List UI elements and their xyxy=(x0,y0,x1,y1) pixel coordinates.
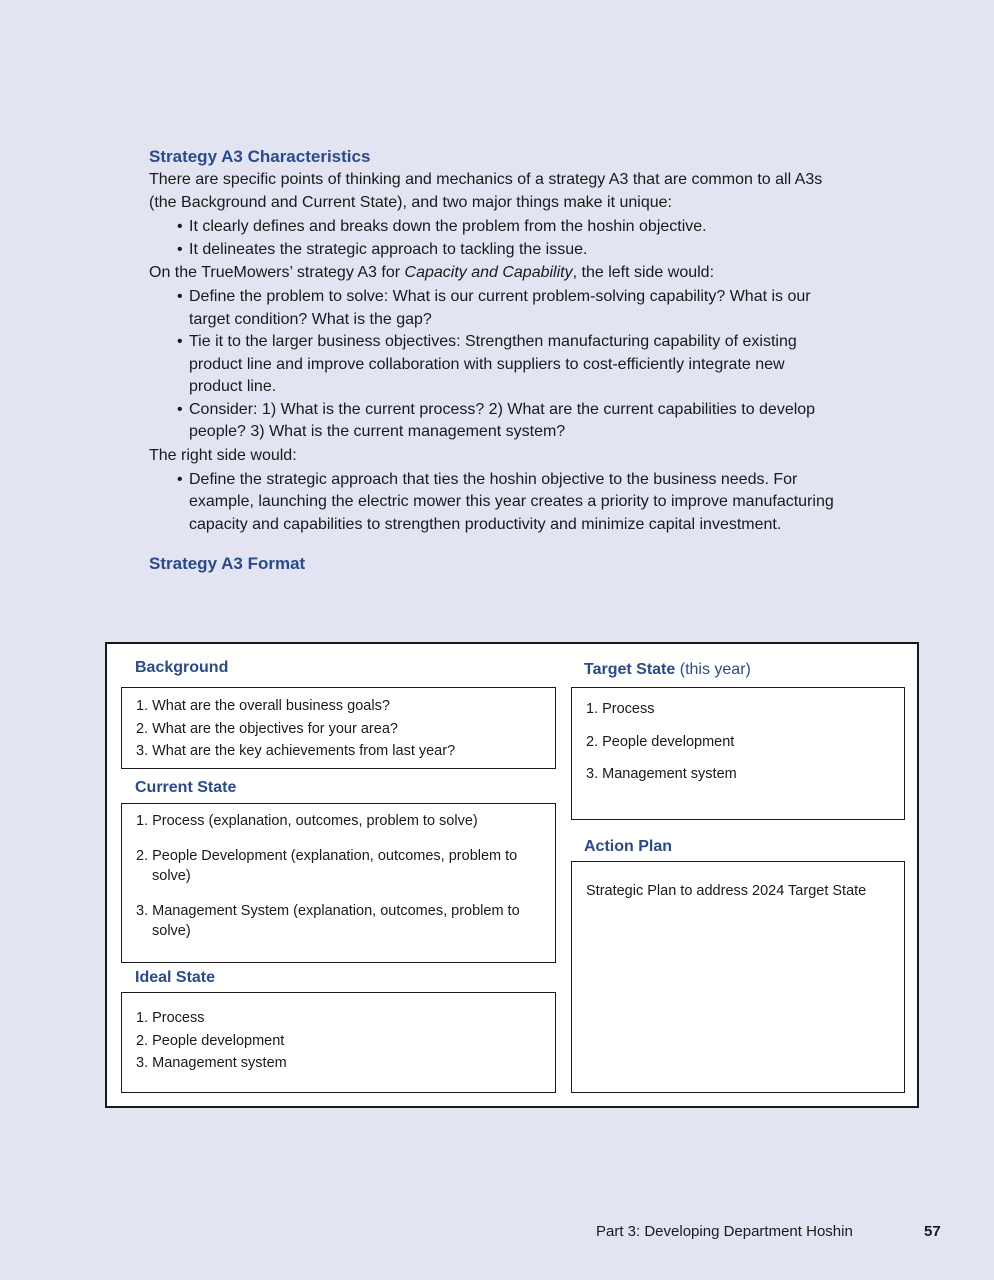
ideal-state-box xyxy=(121,992,556,1093)
a3-format-diagram xyxy=(105,642,919,1108)
list-item: 3. Management System (explanation, outcomes, problem to solve) xyxy=(136,903,520,939)
list-item: 1. Process xyxy=(586,701,655,717)
current-state-box xyxy=(121,803,556,963)
section-heading-characteristics: Strategy A3 Characteristics xyxy=(149,147,371,166)
target-state-title-suffix: (this year) xyxy=(679,661,751,678)
action-plan-text: Strategic Plan to address 2024 Target State xyxy=(586,883,867,899)
background-title: Background xyxy=(135,659,229,676)
right-side-bullets xyxy=(149,469,839,537)
left-intro-text: On the TrueMowers’ strategy A3 for xyxy=(149,264,405,281)
list-item: 1. What are the overall business goals? xyxy=(136,698,390,714)
action-plan-box xyxy=(571,861,905,1093)
current-state-title: Current State xyxy=(135,779,237,796)
section-heading-format: Strategy A3 Format xyxy=(149,554,306,573)
left-side-intro xyxy=(149,261,839,284)
unique-bullets xyxy=(149,216,839,261)
bullet-item: • It delineates the strategic approach to tackling the issue. xyxy=(175,239,839,262)
intro-paragraph: There are specific points of thinking and mechanics of a strategy A3 that are common to all A3s (the Background and Current State), and two major things make it unique: xyxy=(149,171,823,211)
main-content xyxy=(149,140,839,575)
target-state-box xyxy=(571,687,905,820)
list-item: 1. Process xyxy=(136,1010,205,1026)
left-side-bullets xyxy=(149,286,839,444)
bullet-item: • Define the strategic approach that ties the hoshin objective to the business needs. For example, launching the electric mower this year creates a priority to improve manufacturing capacity and capabilities to strengthen productivity and minimize capital investment. xyxy=(175,469,839,537)
action-plan-title: Action Plan xyxy=(584,838,673,855)
footer-part-title: Part 3: Developing Department Hoshin xyxy=(596,1223,853,1240)
bullet-item: • Tie it to the larger business objectives: Strengthen manufacturing capability of existing product line and improve collaboration with suppliers to cost-efficiently integrate new product line. xyxy=(175,331,839,399)
list-item: 3. Management system xyxy=(586,766,737,782)
target-state-title-text: Target State xyxy=(584,661,676,678)
list-item: 2. What are the objectives for your area? xyxy=(136,720,398,737)
page-number: 57 xyxy=(924,1223,941,1240)
background-box xyxy=(121,687,556,769)
left-intro-italic: Capacity and Capability xyxy=(404,264,573,281)
list-item: 2. People development xyxy=(586,733,735,750)
bullet-item: • Consider: 1) What is the current process? 2) What are the current capabilities to develop people? 3) What is the current management system? xyxy=(175,399,839,444)
list-item: 2. People Development (explanation, outcomes, problem to solve) xyxy=(136,848,518,884)
right-side-intro: The right side would: xyxy=(149,446,297,464)
list-item: 2. People development xyxy=(136,1032,285,1049)
target-state-title xyxy=(584,661,751,679)
list-item: 3. Management system xyxy=(136,1055,287,1071)
list-item: 3. What are the key achievements from last year? xyxy=(136,743,456,759)
list-item: 1. Process (explanation, outcomes, problem to solve) xyxy=(136,813,478,829)
left-intro-text-end: , the left side would: xyxy=(572,264,715,281)
bullet-item: • Define the problem to solve: What is our current problem-solving capability? What is our target condition? What is the gap? xyxy=(175,286,839,331)
bullet-item: • It clearly defines and breaks down the problem from the hoshin objective. xyxy=(175,216,839,239)
ideal-state-title: Ideal State xyxy=(135,969,216,986)
